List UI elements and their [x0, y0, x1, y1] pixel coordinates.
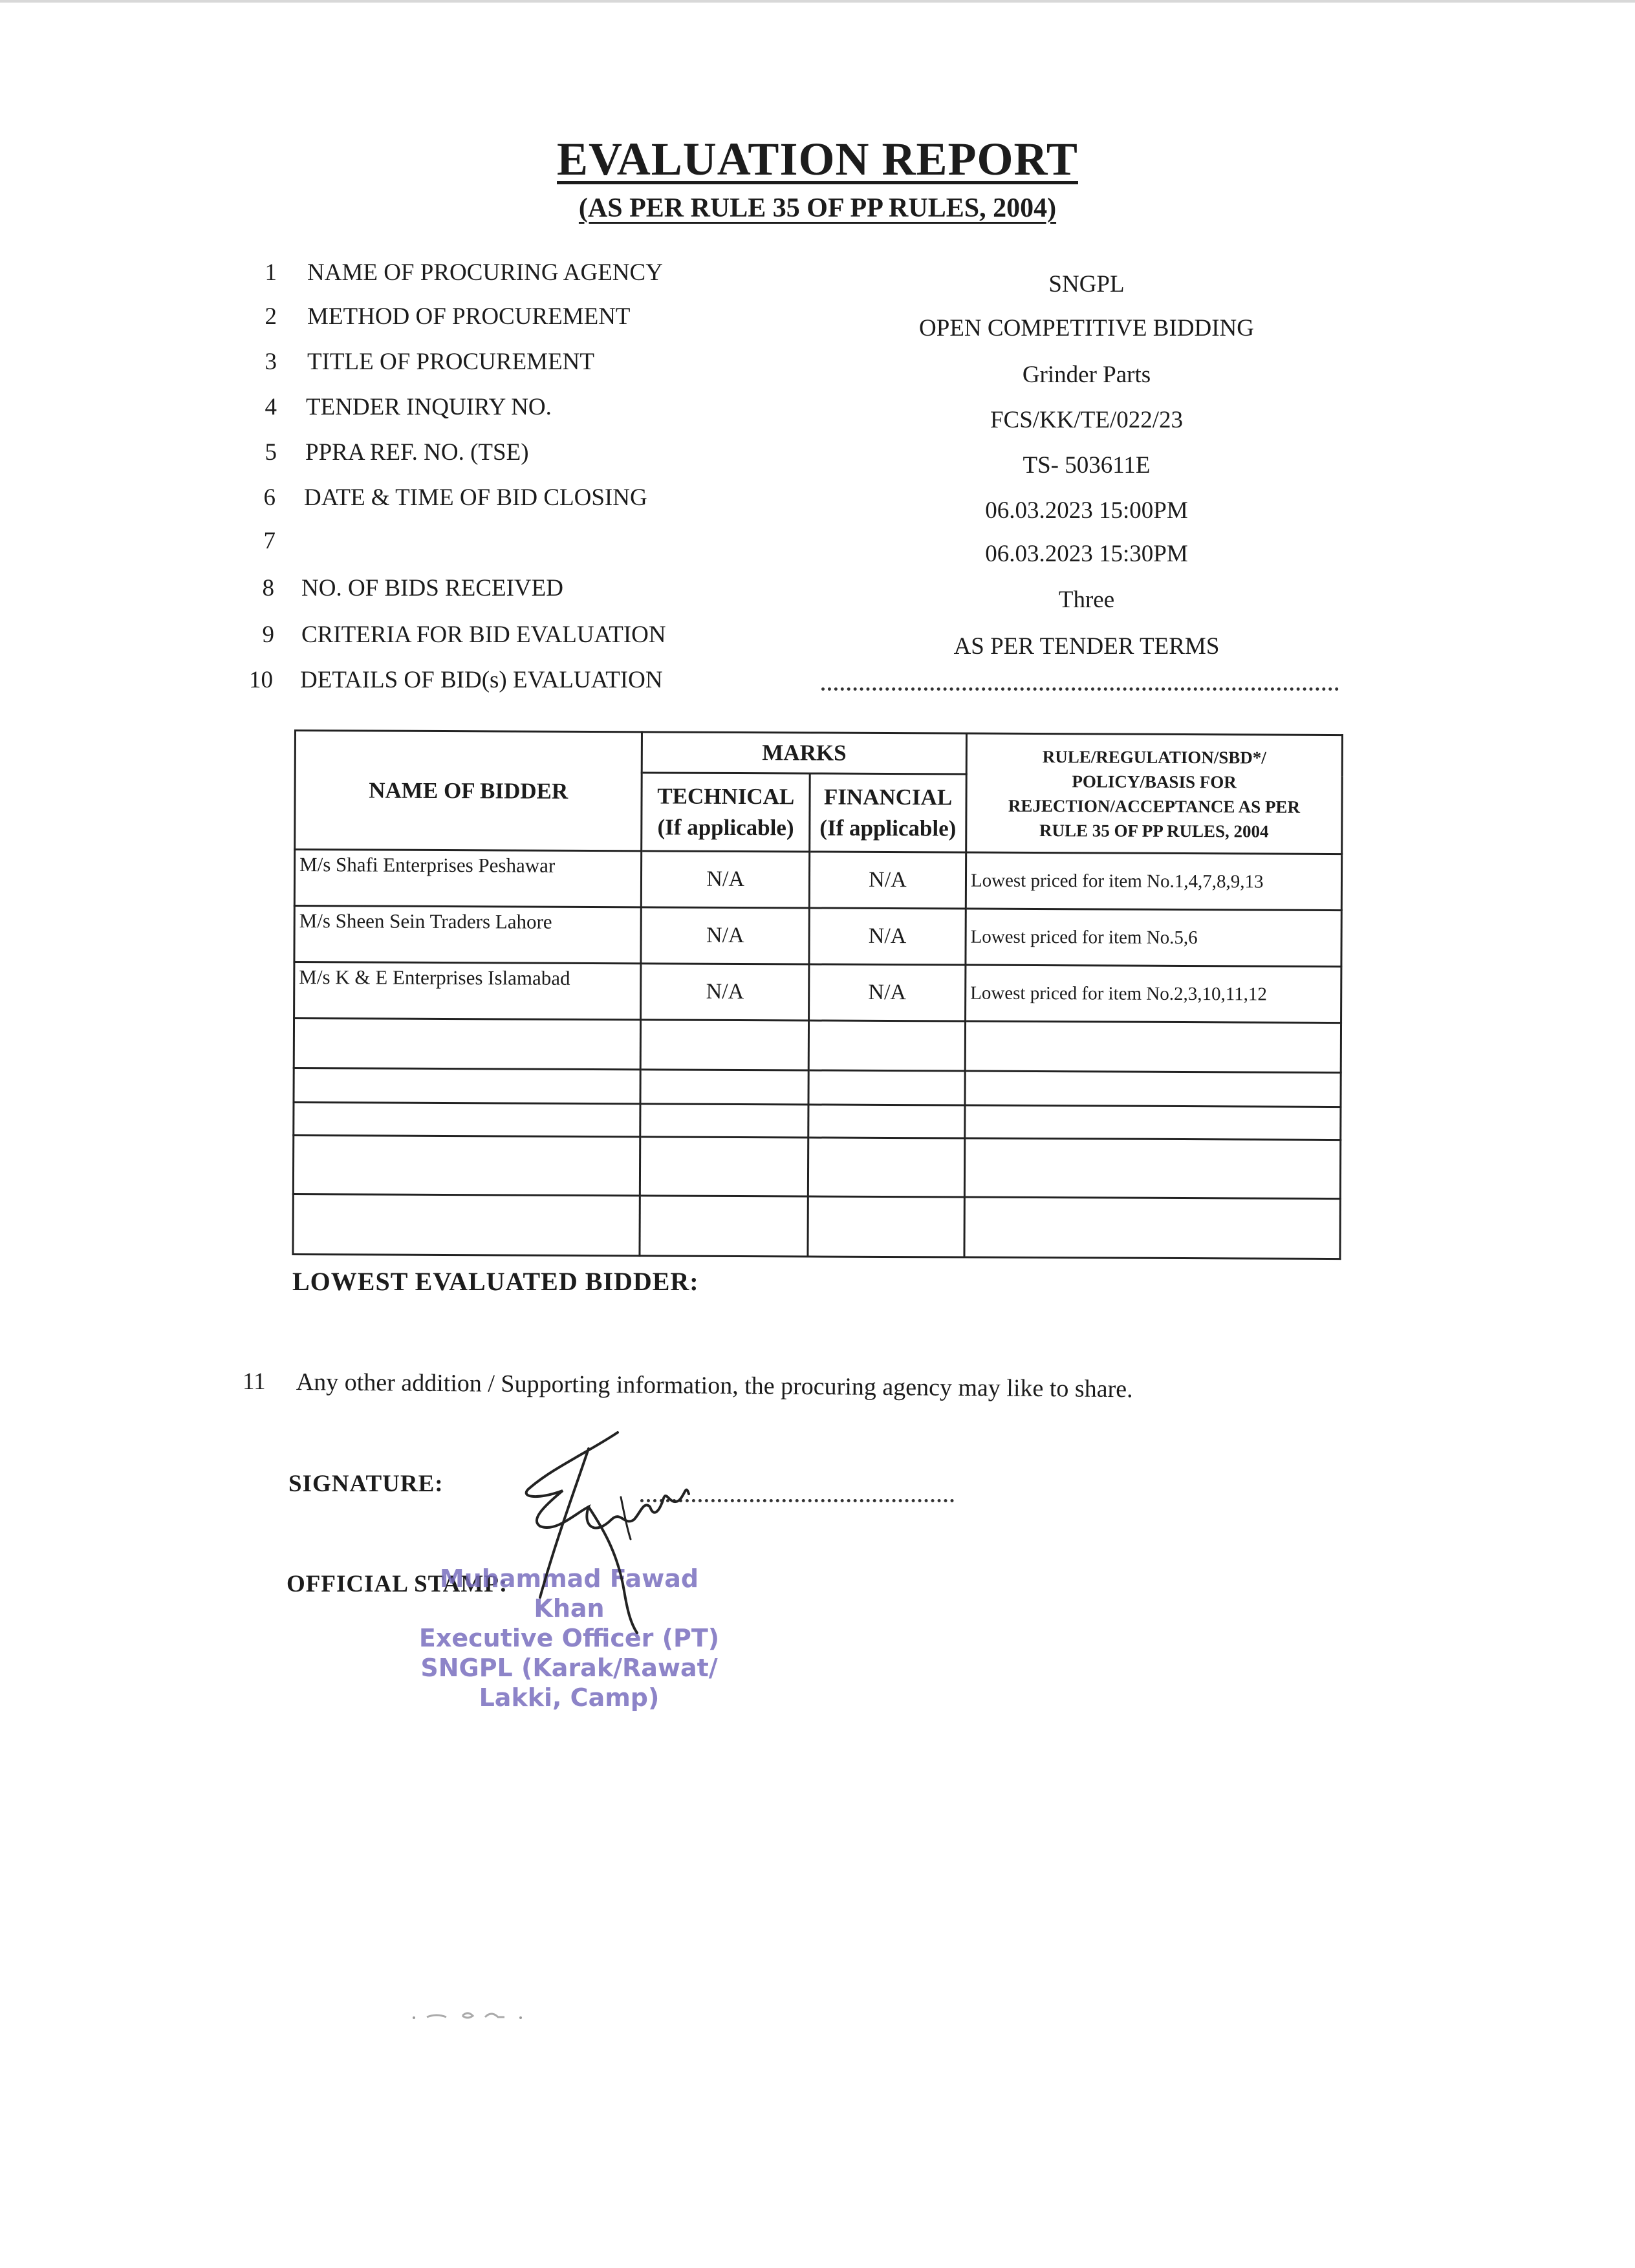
scan-edge-line	[0, 0, 1635, 3]
report-subtitle: (AS PER RULE 35 OF PP RULES, 2004)	[578, 193, 1057, 223]
item-number: 11	[243, 1368, 266, 1395]
item-number: 5	[265, 439, 277, 466]
official-stamp-label: OFFICIAL STAMP:	[287, 1571, 508, 1597]
financial-marks: N/A	[809, 908, 966, 965]
empty-table-row	[294, 1019, 1341, 1073]
stamp-line: Lakki, Camp)	[479, 1683, 660, 1712]
header-technical-label: TECHNICAL	[657, 783, 795, 810]
header-rule-line: POLICY/BASIS FOR	[1072, 771, 1237, 792]
item-label: NO. OF BIDS RECEIVED	[301, 575, 563, 601]
item-value: Three	[1058, 587, 1115, 613]
bidder-name: M/s Shafi Enterprises Peshawar	[294, 850, 642, 907]
item-number: 7	[263, 528, 276, 554]
item-label: DATE & TIME OF BID CLOSING	[304, 484, 647, 511]
item-label: METHOD OF PROCUREMENT	[307, 303, 631, 330]
bidder-name: M/s K & E Enterprises Islamabad	[294, 962, 642, 1020]
item-value: SNGPL	[1048, 271, 1125, 297]
empty-table-row	[294, 1068, 1341, 1107]
item-value: 06.03.2023 15:30PM	[985, 541, 1188, 567]
item-value: OPEN COMPETITIVE BIDDING	[919, 315, 1254, 341]
item-number: 6	[263, 484, 276, 511]
evaluation-basis: Lowest priced for item No.5,6	[966, 909, 1341, 967]
header-bidder-name: NAME OF BIDDER	[295, 731, 642, 851]
table-header-row	[295, 731, 1342, 776]
details-dotted-line	[821, 681, 1339, 691]
item-label: NAME OF PROCURING AGENCY	[307, 259, 663, 286]
item-number: 10	[249, 667, 273, 693]
item-label: TENDER INQUIRY NO.	[306, 394, 552, 420]
bid-evaluation-table	[292, 729, 1343, 1260]
item-value: AS PER TENDER TERMS	[953, 633, 1220, 660]
handwritten-signature	[492, 1423, 763, 1636]
item-number: 8	[262, 575, 274, 601]
header-rule-line: RULE/REGULATION/SBD*/	[1042, 746, 1266, 768]
header-rule-basis	[966, 733, 1343, 854]
supporting-information-text: Any other addition / Supporting information, the procuring agency may like to share.	[296, 1368, 1133, 1403]
signature-label: SIGNATURE:	[288, 1471, 444, 1497]
stamp-line: SNGPL (Karak/Rawat/	[420, 1654, 718, 1682]
item-number: 3	[265, 349, 277, 375]
header-rule-line: RULE 35 OF PP RULES, 2004	[1039, 820, 1269, 841]
technical-marks: N/A	[642, 851, 810, 908]
item-number: 4	[265, 394, 277, 420]
technical-marks: N/A	[641, 907, 809, 964]
item-number: 2	[265, 303, 277, 330]
item-label: CRITERIA FOR BID EVALUATION	[301, 621, 666, 648]
item-number: 9	[262, 621, 274, 648]
item-value: FCS/KK/TE/022/23	[990, 407, 1184, 433]
scan-smudge	[407, 2008, 537, 2024]
empty-table-row	[294, 1103, 1341, 1140]
header-technical	[642, 773, 810, 852]
table-row	[294, 850, 1341, 911]
item-number: 1	[265, 259, 277, 286]
financial-marks: N/A	[809, 852, 966, 909]
table-row	[294, 962, 1341, 1023]
item-label: TITLE OF PROCUREMENT	[307, 349, 594, 375]
lowest-evaluated-bidder-label: LOWEST EVALUATED BIDDER:	[292, 1267, 699, 1296]
evaluation-basis: Lowest priced for item No.2,3,10,11,12	[965, 965, 1341, 1023]
bidder-name: M/s Sheen Sein Traders Lahore	[294, 906, 642, 964]
header-technical-note: (If applicable)	[657, 814, 794, 841]
item-value: TS- 503611E	[1023, 452, 1151, 479]
report-title: EVALUATION REPORT	[557, 133, 1078, 185]
financial-marks: N/A	[809, 964, 966, 1021]
header-financial-note: (If applicable)	[819, 815, 957, 841]
header-financial-label: FINANCIAL	[823, 784, 953, 810]
item-value: 06.03.2023 15:00PM	[985, 497, 1188, 524]
item-label: PPRA REF. NO. (TSE)	[305, 439, 529, 466]
header-rule-line: REJECTION/ACCEPTANCE AS PER	[1008, 795, 1301, 817]
item-label: DETAILS OF BID(s) EVALUATION	[300, 667, 663, 693]
item-value: Grinder Parts	[1022, 362, 1151, 388]
stamp-line: Executive Officer (PT)	[418, 1624, 720, 1652]
header-marks: MARKS	[642, 732, 967, 774]
table-row	[294, 906, 1341, 967]
technical-marks: N/A	[641, 964, 809, 1021]
header-financial	[810, 773, 966, 852]
empty-table-row	[293, 1136, 1340, 1199]
evaluation-basis: Lowest priced for item No.1,4,7,8,9,13	[966, 852, 1341, 911]
empty-table-row	[293, 1194, 1340, 1258]
stamp-line: Muhammad Fawad Khan	[439, 1564, 699, 1623]
